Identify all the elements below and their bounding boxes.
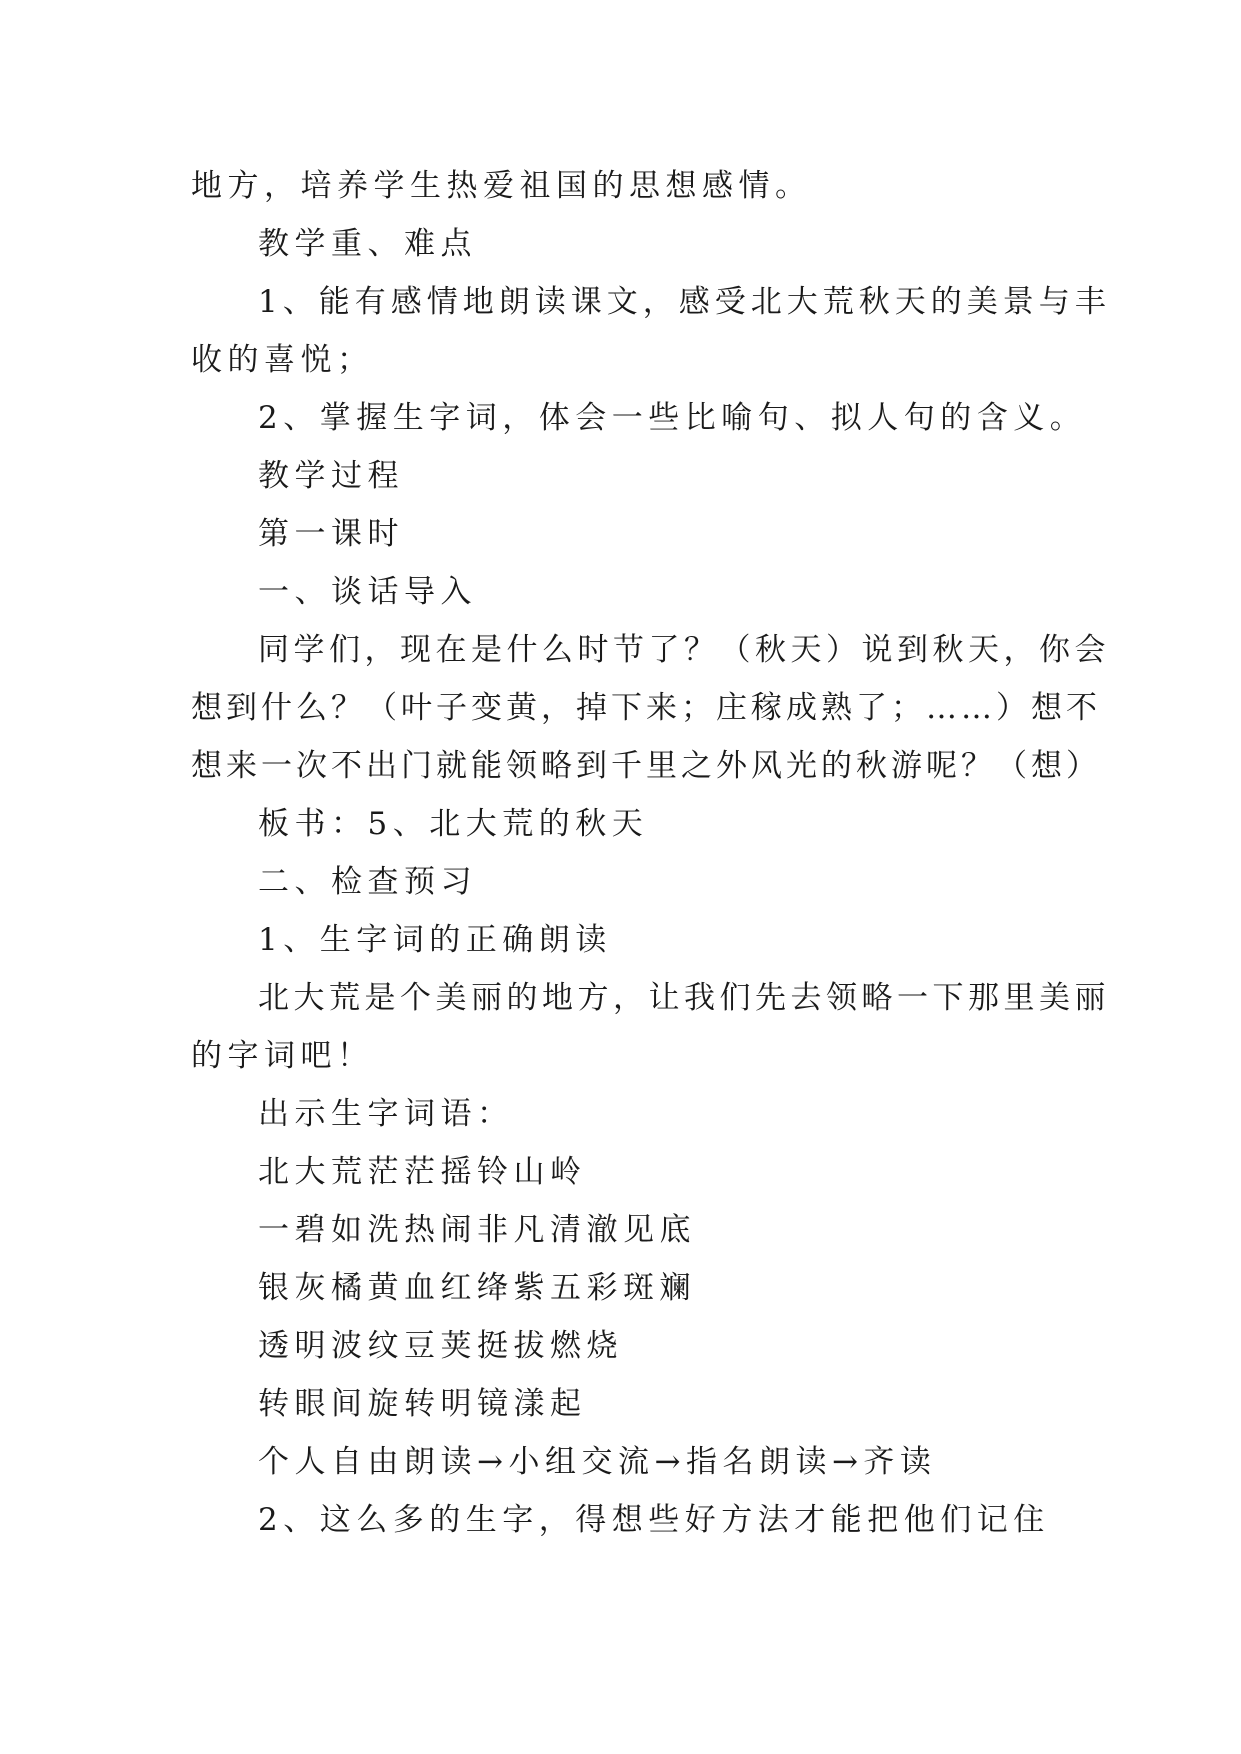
text-line: 地方，培养学生热爱祖国的思想感情。 — [191, 168, 812, 204]
text-line: 1、生字词的正确朗读 — [258, 922, 612, 958]
text-line: 想到什么？（叶子变黄，掉下来；庄稼成熟了；……）想不 — [191, 690, 1101, 726]
vocabulary-line: 透明波纹豆荚挺拔燃烧 — [258, 1328, 623, 1364]
vocabulary-line: 转眼间旋转明镜漾起 — [258, 1386, 587, 1422]
text-line: 同学们，现在是什么时节了？（秋天）说到秋天，你会 — [258, 632, 1110, 668]
vocabulary-line: 北大荒茫茫摇铃山岭 — [258, 1154, 587, 1190]
text-line: 想来一次不出门就能领略到千里之外风光的秋游呢？（想） — [191, 748, 1101, 784]
text-line: 2、掌握生字词，体会一些比喻句、拟人句的含义。 — [258, 400, 1087, 436]
text-line: 板书：5、北大荒的秋天 — [258, 806, 649, 842]
section-heading: 教学重、难点 — [258, 226, 477, 262]
text-line: 2、这么多的生字，得想些好方法才能把他们记住 — [258, 1502, 1050, 1538]
section-heading: 第一课时 — [258, 516, 404, 552]
text-line: 出示生字词语： — [258, 1096, 514, 1132]
vocabulary-line: 一碧如洗热闹非凡清澈见底 — [258, 1212, 696, 1248]
text-line: 北大荒是个美丽的地方，让我们先去领略一下那里美丽 — [258, 980, 1110, 1016]
vocabulary-line: 银灰橘黄血红绛紫五彩斑斓 — [258, 1270, 696, 1306]
text-line: 1、能有感情地朗读课文，感受北大荒秋天的美景与丰 — [258, 284, 1111, 320]
text-line: 的字词吧！ — [191, 1038, 374, 1074]
text-line: 个人自由朗读→小组交流→指名朗读→齐读 — [258, 1444, 937, 1480]
section-heading: 教学过程 — [258, 458, 404, 494]
section-heading: 二、检查预习 — [258, 864, 477, 900]
section-heading: 一、谈话导入 — [258, 574, 477, 610]
text-line: 收的喜悦； — [191, 342, 374, 378]
